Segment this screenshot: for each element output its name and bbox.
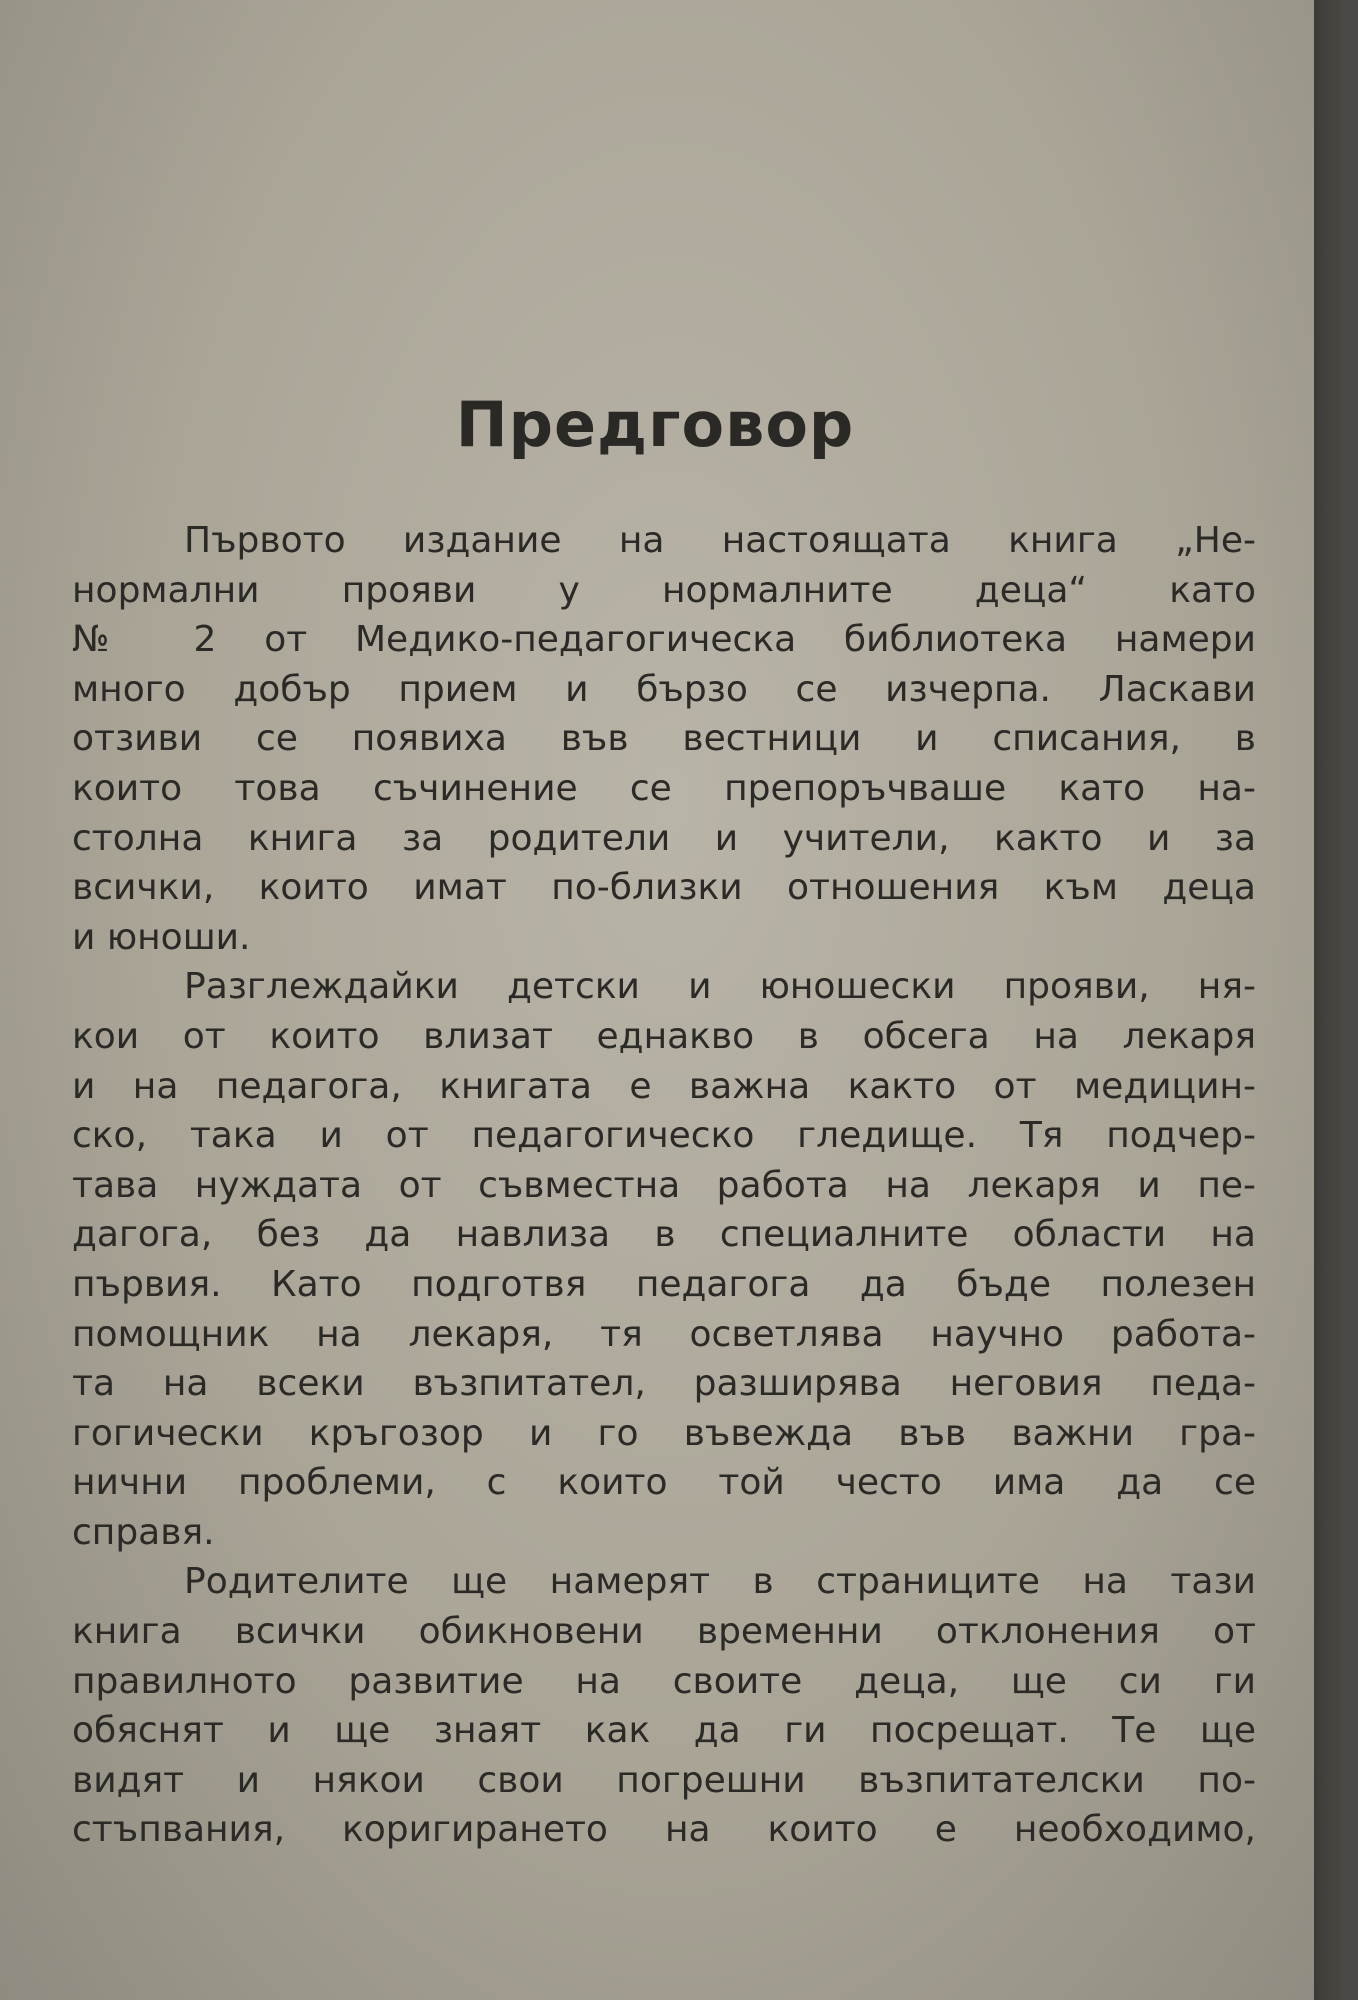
paragraph-1: [72, 516, 1256, 962]
text-line: гогически кръгозор и го въвежда във важни гра-: [72, 1412, 1256, 1454]
text-line: и на педагога, книгата е важна както от медицин-: [72, 1065, 1256, 1107]
text-line: правилното развитие на своите деца, ще си ги: [72, 1660, 1256, 1702]
text-line: № 2 от Медико-педагогическа библиотека намери: [72, 619, 1256, 661]
book-spine-shadow: [1314, 0, 1340, 2000]
text-line: много добър прием и бързо се изчерпа. Ласкави: [72, 668, 1256, 710]
text-line: тава нуждата от съвместна работа на лекаря и пе-: [72, 1164, 1256, 1206]
text-line: помощник на лекаря, тя осветлява научно работа-: [72, 1313, 1256, 1355]
text-line: ско, така и от педагогическо гледище. Тя подчер-: [72, 1115, 1256, 1157]
text-line: и юноши.: [72, 916, 251, 958]
text-line: столна книга за родители и учители, както и за: [72, 817, 1256, 859]
text-line: дагога, без да навлиза в специалните области на: [72, 1214, 1256, 1256]
text-line: стъпвания, коригирането на които е необходимо,: [72, 1809, 1256, 1851]
text-line: Родителите ще намерят в страниците на тази: [184, 1561, 1256, 1603]
text-line: справя.: [72, 1511, 215, 1553]
text-line: всички, които имат по-близки отношения към деца: [72, 867, 1256, 909]
paragraph-2: [72, 962, 1256, 1557]
text-line: отзиви се появиха във вестници и списания, в: [72, 718, 1256, 760]
text-line: книга всички обикновени временни отклонения от: [72, 1611, 1256, 1653]
body-text: [72, 516, 1256, 1855]
text-line: Първото издание на настоящата книга „Не-: [184, 520, 1256, 561]
text-line: Разглеждайки детски и юношески прояви, ня-: [184, 966, 1256, 1008]
page-title: Предговор: [455, 388, 855, 461]
text-line: които това съчинение се препоръчваше като на-: [72, 767, 1256, 809]
text-line: та на всеки възпитател, разширява неговия педа-: [72, 1363, 1256, 1405]
text-line: първия. Като подготвя педагога да бъде полезен: [72, 1263, 1256, 1305]
text-line: кои от които влизат еднакво в обсега на лекаря: [72, 1015, 1256, 1057]
text-line: нормални прояви у нормалните деца“ като: [72, 569, 1256, 611]
text-line: обяснят и ще знаят как да ги посрещат. Те ще: [72, 1710, 1256, 1752]
text-line: нични проблеми, с които той често има да се: [72, 1462, 1256, 1504]
paragraph-3: [72, 1557, 1256, 1855]
text-line: видят и някои свои погрешни възпитателски по-: [72, 1759, 1256, 1801]
